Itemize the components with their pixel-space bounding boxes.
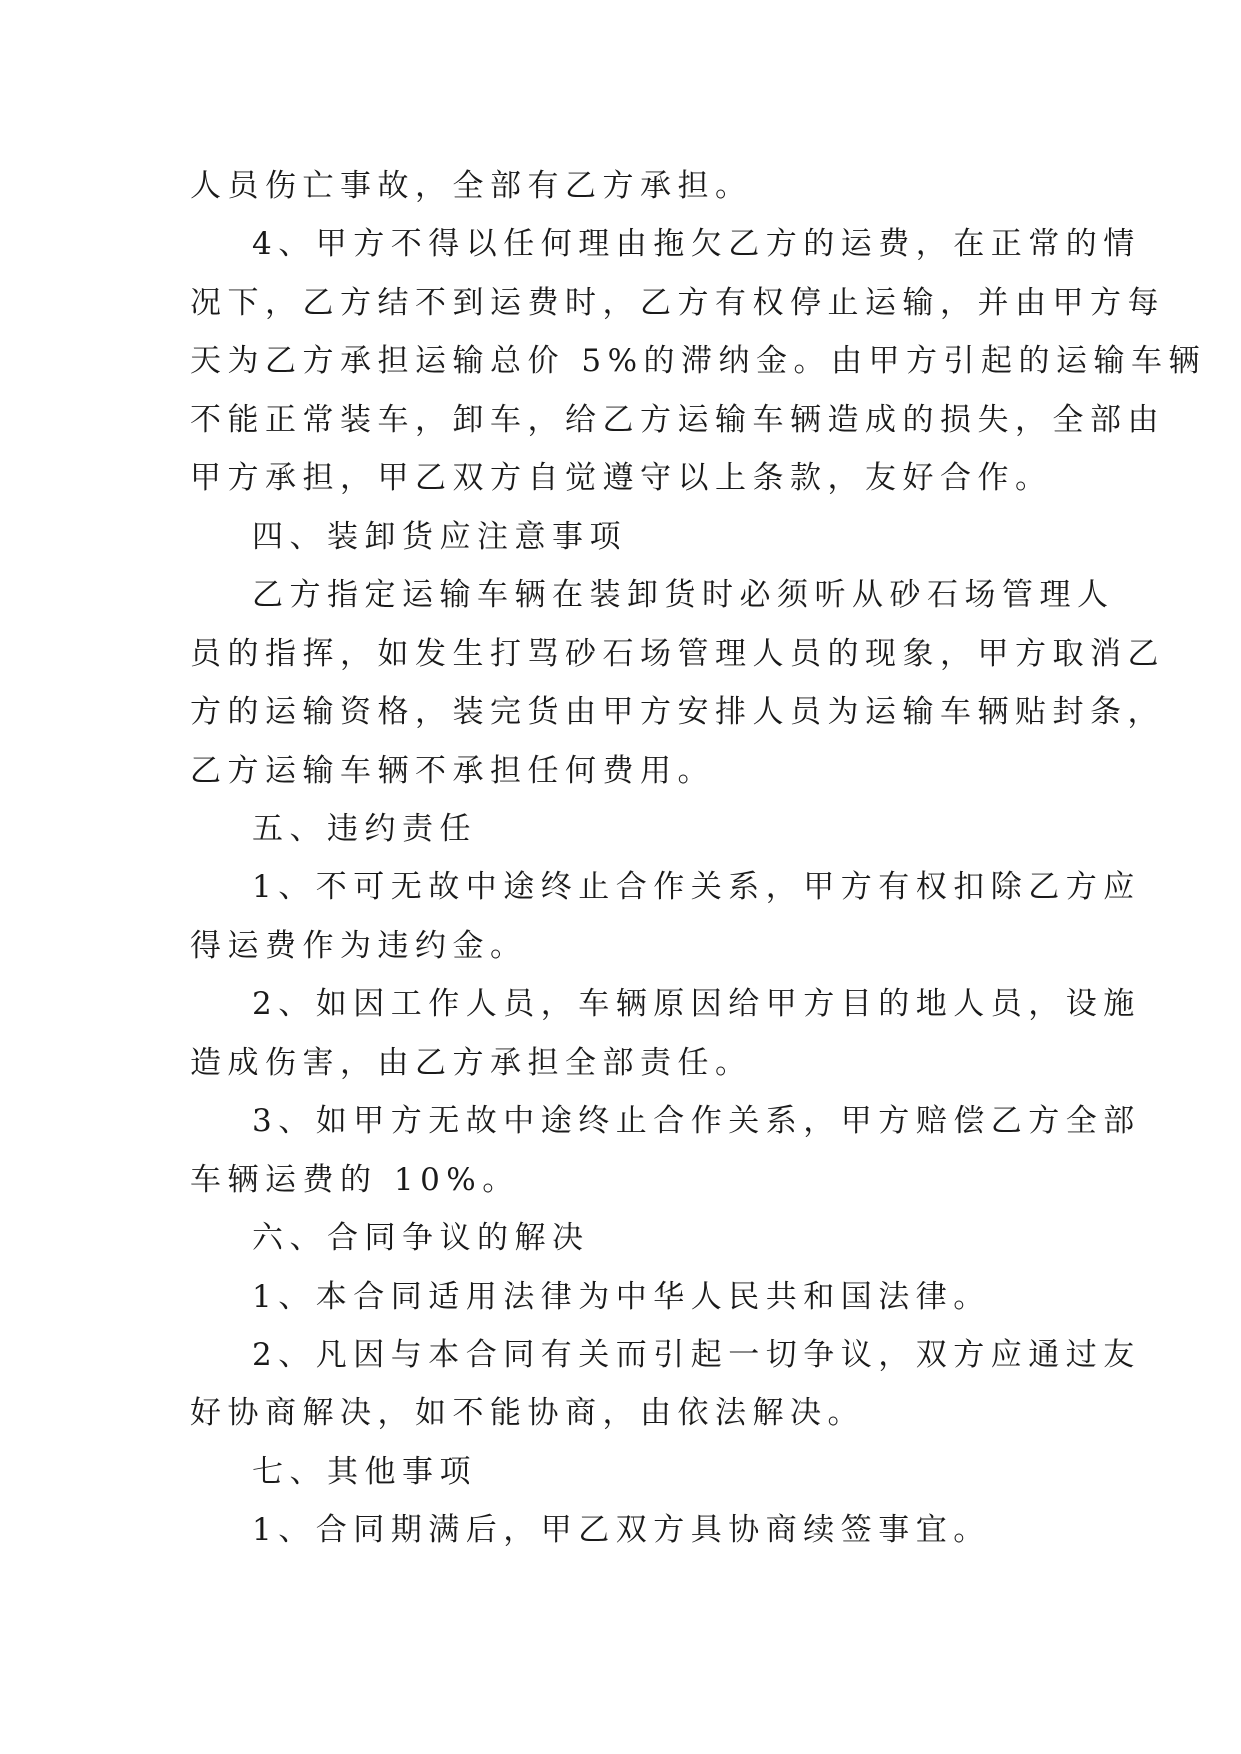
- text-line: 甲方承担，甲乙双方自觉遵守以上条款，友好合作。: [190, 460, 1053, 496]
- section-heading: 四、装卸货应注意事项: [252, 519, 627, 555]
- text-line: 不能正常装车，卸车，给乙方运输车辆造成的损失，全部由: [190, 402, 1165, 438]
- text-line: 2、如因工作人员，车辆原因给甲方目的地人员，设施: [252, 986, 1141, 1022]
- text-line: 造成伤害，由乙方承担全部责任。: [190, 1045, 753, 1081]
- text-line: 况下，乙方结不到运费时，乙方有权停止运输，并由甲方每: [190, 285, 1165, 321]
- text-line: 方的运输资格，装完货由甲方安排人员为运输车辆贴封条，: [190, 694, 1165, 730]
- section-heading: 七、其他事项: [252, 1454, 477, 1490]
- text-line: 1、合同期满后，甲乙双方具协商续签事宜。: [252, 1512, 991, 1548]
- text-line: 3、如甲方无故中途终止合作关系，甲方赔偿乙方全部: [252, 1103, 1141, 1139]
- text-line: 乙方指定运输车辆在装卸货时必须听从砂石场管理人: [252, 577, 1115, 613]
- text-line: 人员伤亡事故，全部有乙方承担。: [190, 168, 753, 204]
- text-line: 2、凡因与本合同有关而引起一切争议，双方应通过友: [252, 1337, 1141, 1373]
- text-line: 车辆运费的 10%。: [190, 1162, 520, 1198]
- text-line: 得运费作为违约金。: [190, 928, 528, 964]
- text-line: 1、本合同适用法律为中华人民共和国法律。: [252, 1279, 991, 1315]
- section-heading: 五、违约责任: [252, 811, 477, 847]
- text-line: 乙方运输车辆不承担任何费用。: [190, 753, 715, 789]
- text-line: 天为乙方承担运输总价 5%的滞纳金。由甲方引起的运输车辆: [190, 343, 1207, 379]
- text-line: 4、甲方不得以任何理由拖欠乙方的运费，在正常的情: [252, 226, 1141, 262]
- section-heading: 六、合同争议的解决: [252, 1220, 590, 1256]
- text-line: 1、不可无故中途终止合作关系，甲方有权扣除乙方应: [252, 869, 1141, 905]
- text-line: 好协商解决，如不能协商，由依法解决。: [190, 1395, 865, 1431]
- text-line: 员的指挥，如发生打骂砂石场管理人员的现象，甲方取消乙: [190, 636, 1165, 672]
